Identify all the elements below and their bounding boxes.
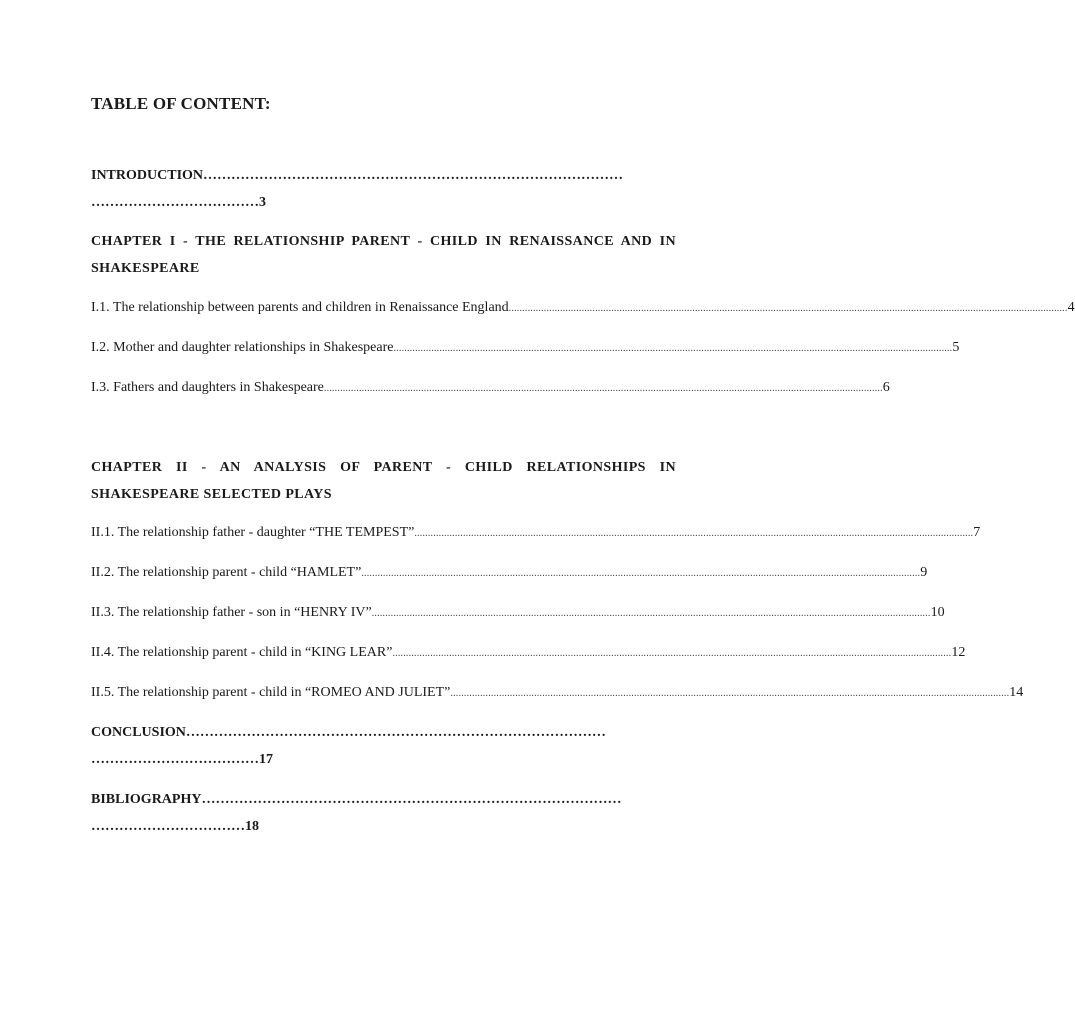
conclusion-page: 17 [259, 752, 273, 767]
introduction-line-2 [91, 189, 676, 216]
chapter-1-heading-line-2: SHAKESPEARE [91, 261, 200, 276]
toc-entry-bibliography [91, 786, 676, 840]
toc-title: TABLE OF CONTENT: [91, 94, 271, 113]
conclusion-label: CONCLUSION [91, 725, 186, 740]
dot-leader: ............................................................................................................................................................................................................... [392, 648, 952, 659]
toc-entry-ii-5 [91, 683, 1024, 704]
entry-label: I.1. The relationship between parents and children in Renaissance England [91, 300, 509, 315]
chapter-2-heading [91, 454, 676, 508]
entry-label: II.5. The relationship parent - child in “ROMEO AND JULIET” [91, 685, 451, 700]
dot-leader: ............................................................................................................................................................................................................... [371, 608, 931, 619]
toc-entry-i-1 [91, 298, 1075, 319]
entry-label: II.4. The relationship parent - child in “KING LEAR” [91, 645, 393, 660]
introduction-page: 3 [259, 195, 266, 210]
entry-page: 6 [882, 380, 890, 395]
dot-leader: ............................................................................................................................................................................................................... [323, 383, 883, 394]
introduction-leader-cont: ……………………………… [91, 195, 259, 210]
chapter-1-heading-line-1: CHAPTER I - THE RELATIONSHIP PARENT - CHILD IN RENAISSANCE AND IN [91, 234, 676, 249]
toc-entry-introduction [91, 162, 676, 216]
toc-entry-ii-3 [91, 603, 945, 624]
conclusion-line-1 [91, 719, 676, 746]
bibliography-page: 18 [245, 819, 259, 834]
entry-page: 12 [951, 645, 966, 660]
chapter-2-heading-line-1: CHAPTER II - AN ANALYSIS OF PARENT - CHILD RELATIONSHIPS IN [91, 460, 676, 475]
entry-label: II.2. The relationship parent - child “HAMLET” [91, 565, 362, 580]
bibliography-line-1 [91, 786, 676, 813]
entry-label: II.1. The relationship father - daughter “THE TEMPEST” [91, 525, 415, 540]
entry-page: 5 [952, 340, 960, 355]
entry-page: 4 [1067, 300, 1075, 315]
chapter-2-heading-line-2: SHAKESPEARE SELECTED PLAYS [91, 487, 332, 502]
bibliography-label: BIBLIOGRAPHY [91, 792, 202, 807]
toc-entry-i-2 [91, 338, 960, 359]
toc-entry-ii-2 [91, 563, 928, 584]
entry-label: I.2. Mother and daughter relationships in Shakespeare [91, 340, 394, 355]
introduction-label: INTRODUCTION [91, 168, 204, 183]
conclusion-line-2 [91, 746, 676, 773]
entry-label: II.3. The relationship father - son in “HENRY IV” [91, 605, 372, 620]
conclusion-leader: ……………………………………………………………………………… [185, 725, 606, 740]
entry-page: 14 [1009, 685, 1024, 700]
introduction-leader: ……………………………………………………………………………… [203, 168, 624, 183]
bibliography-leader: ……………………………………………………………………………… [201, 792, 622, 807]
dot-leader: ............................................................................................................................................................................................................... [414, 528, 974, 539]
entry-page: 7 [973, 525, 981, 540]
entry-page: 10 [930, 605, 945, 620]
bibliography-line-2 [91, 813, 676, 840]
dot-leader: ............................................................................................................................................................................................................... [361, 568, 921, 579]
toc-entry-ii-4 [91, 643, 966, 664]
entry-page: 9 [920, 565, 928, 580]
toc-entry-ii-1 [91, 523, 981, 544]
toc-entry-i-3 [91, 378, 890, 399]
chapter-1-heading [91, 228, 676, 282]
introduction-line-1 [91, 162, 676, 189]
entry-label: I.3. Fathers and daughters in Shakespeare [91, 380, 324, 395]
dot-leader: ............................................................................................................................................................................................................... [508, 303, 1068, 314]
conclusion-leader-cont: ……………………………… [91, 752, 259, 767]
bibliography-leader-cont: …………………………… [91, 819, 245, 834]
dot-leader: ............................................................................................................................................................................................................... [393, 343, 953, 354]
dot-leader: ............................................................................................................................................................................................................... [450, 688, 1010, 699]
toc-entry-conclusion [91, 719, 676, 773]
